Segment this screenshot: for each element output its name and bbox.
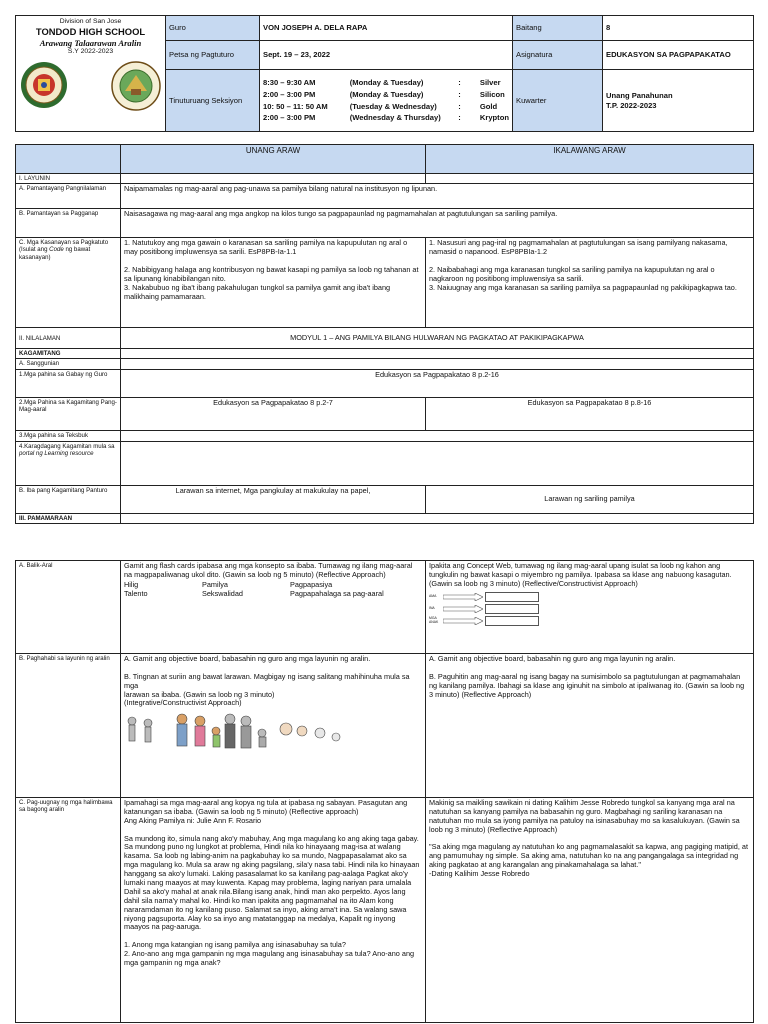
paghahabi-day1 [121,654,426,798]
arrow-right-icon [443,593,483,601]
pagganap-label: B. Pamantayan sa Pagganap [16,209,121,238]
iba-pang-day1: Larawan sa internet, Mga pangkulay at makukulay na papel, [121,485,426,513]
kasanayan-label: C. Mga Kasanayan sa Pagkatuto (Isulat ang Code ng bawat kasanayan) [16,238,121,328]
teksbuk-label: 3.Mga pahina sa Teksbuk [16,430,121,441]
asignatura-value: EDUKASYON SA PAGPAPAKATAO [603,41,754,70]
lesson-plan-table [15,144,754,524]
pamantayang-label: A. Pamantayang Pangnilalaman [16,184,121,209]
header-table [15,15,754,132]
balik-aral-text: Gamit ang flash cards ipabasa ang mga konsepto sa ibaba. Tumawag ng ilang mag-aaral na magpapaliwanag ukol dito. (Gawin sa loob ng 5 minuto) (Reflective Approach) [124,561,413,579]
tinuturuang-label: Tinuturuang Seksiyon [166,70,260,132]
asignatura-label: Asignatura [513,41,603,70]
baitang-value: 8 [603,16,754,41]
deped-seal-logo [20,61,68,109]
concept-web [429,592,750,626]
arrow-right-icon [443,605,483,613]
baitang-label: Baitang [513,16,603,41]
pamantayang-value: Naipamamalas ng mag-aaral ang pag-unawa sa pamilya bilang natural na institusyon ng lipunan. [121,184,754,209]
flash-card: Pagpapahalaga sa pag-aaral [290,588,384,598]
sanggunian-label: A. Sanggunian [16,359,121,369]
paghahabi-day1-text: A. Gamit ang objective board, babasahin ng guro ang mga layunin ng aralin. B. Tingnan at suriin ang bawat larawan. Magbigay ng isang salitang mahihinuha mula sa mga larawan sa ibaba. (Gawin sa loob ng 3 minuto) (Integrative/Constructivist Approach) [124,654,410,708]
flash-card: Sekswalidad [202,588,243,598]
paghahabi-day2: A. Gamit ang objective board, babasahin ng guro ang mga layunin ng aralin. B. Paguhitin ang mag-aaral ng isang bagay na sumisimbolo sa pagtutulungan at pagmamahalan ng kanilang pamilya. Ibahagi sa klase ang iginuhit na simbolo at ipaliwanag ito. (Gawin sa loob ng 3 minuto) (Reflective Approach) [426,654,754,798]
guro-label: Guro [166,16,260,41]
gabay-value: Edukasyon sa Pagpapakatao 8 p.2-16 [121,369,754,397]
procedure-table [15,560,754,1023]
concept-web-label: AMA [429,593,437,598]
nilalaman-label: II. NILALAMAN [16,328,121,349]
concept-web-label: INA [429,605,435,610]
kuwarter-label: Kuwarter [513,70,603,132]
balik-aral-day1 [121,561,426,654]
pag-uugnay-label: C. Pag-uugnay ng mga halimbawa sa bagong aralin [16,798,121,1023]
school-motto: Arawang Talaarawan Aralin [39,37,142,48]
day2-header: IKALAWANG ARAW [426,145,754,174]
pag-uugnay-day1: Ipamahagi sa mga mag-aaral ang kopya ng tula at ipabasa ng sabayan. Pasagutan ang katanungan sa ibaba. (Gawin sa loob ng 5 minuto) (Reflective approach) Ang Aking Pamilya ni: Julie Ann F. Rosario Sa mundong ito, simula nang ako'y mabuhay, Ang mga magulang ko ang aking taga gabay. Sa mundong puno ng lungkot at problema, Hindi nila ko hinayaang mag-isa at walang kasama. Sa loob ng labing-anim na pagkabuhay ko sa mundo, Nagpapasalamat ako sa mga magulang ko. Mula sa araw ng aking pagsilang, sila'y nasa tabi. Hindi nila ko hinayaan hanggang sa ako'y lumaki. Laking pasasalamat ko sa kanilang pag-aalaga Pagkat ako'y lumaki nang maayos at may kuwenta. Kapag may problema, laging nariyan para umalala Dahil sa ako'y mahal at anak nila.Bilang isang anak, hindi man ako perpekto. Ayos lang dahil sila nama'y mahal ko. Hindi ko man ipakita ang pagmamahal na ito Alam kong nararamdaman ito ng kanilang puso. Salamat sa inyo, aking ama't ina. Sa walang sawa niyong pagsuporta. Alay ko sa inyo ang matatanggap na medalya, Kapalit ng inyong maayos na pag-aaruga. 1. Anong mga katangian ng isang pamilya ang isinasabuhay sa tula? 2. Ano-ano ang mga gampanin ng mga magulang ang isinasabuhay sa tula? Ano-ano ang mga gampanin ng mga anak? [121,798,426,1023]
gabay-label: 1.Mga pahina sa Gabay ng Guro [16,369,121,397]
flash-card: Pamilya [202,579,228,589]
balik-aral-day2-text: Ipakita ang Concept Web, tumawag ng ilang mag-aaral upang isulat sa loob ng kahon ang tungkulin ng bawat kasapi o miyembro ng pamilya. Ipabasa sa klase ang nabuong kasagutan. (Gawin sa loob ng 3 minuto) (Reflective/Constructivist Approach) [429,561,732,588]
school-seal-logo [111,61,161,111]
petsa-value: Sept. 19 – 23, 2022 [260,41,513,70]
school-year: S.Y 2022-2023 [67,48,114,56]
pagganap-value: Naisasagawa ng mag-aaral ang mga angkop na kilos tungo sa pagpapaunlad ng pagmamahalan at pagtutulungan sa sariling pamilya. [121,209,754,238]
answer-box[interactable] [485,616,539,626]
schedule [260,70,513,132]
flash-card: Talento [124,588,148,598]
day1-header: UNANG ARAW [121,145,426,174]
schedule-times: 8:30 – 9:30 AM 2:00 – 3:00 PM 10: 50 – 11: 50 AM 2:00 – 3:00 PM [263,77,328,123]
family-picture [124,711,350,761]
concept-web-label: MGA ANAK [429,616,439,624]
pamamaraan-label: III. PAMAMARAAN [16,513,121,523]
flash-card: Pagpapasiya [290,579,333,589]
balik-aral-label: A. Balik-Aral [16,561,121,654]
karagdagang-label: 4.Karagdagang Kagamitan mula sa portal ng Learning resource [16,441,121,485]
balik-aral-day2 [426,561,754,654]
schedule-sections: Silver Silicon Gold Krypton [479,77,509,123]
pag-uugnay-day2: Makinig sa maikling sawikain ni dating Kalihim Jesse Robredo tungkol sa kanyang mga aral na natutuhan sa kanyang pamilya na babasahin ng guro. Magbahagi ng sariling karanasan na natutuhan mo mula sa iyong pamilya na patuloy na isinasabuhay mo sa kasalukuyan. (Gawin sa loob ng 3 minuto) (Reflective Approach) "Sa aking mga magulang ay natutuhan ko ang pagmamalasakit sa kapwa, ang pagiging matipid, at ang pamumuhay ng simple. Sa aking ama, natutuhan ko na ang pangangalaga sa integridad ng aking pagkatao at ang karangalan ang pinakamahalaga sa lahat." -Dating Kalihim Jesse Robredo [426,798,754,1023]
schedule-days: (Monday & Tuesday) (Monday & Tuesday) (Tuesday & Wednesday) (Wednesday & Thursday) [349,77,441,123]
guro-value: VON JOSEPH A. DELA RAPA [260,16,513,41]
layunin-label: I. LAYUNIN [16,174,121,184]
iba-pang-day2: Larawan ng sariling pamilya [426,485,754,513]
school-name: TONDOD HIGH SCHOOL [35,26,146,38]
schedule-colons: : : : : [458,77,461,123]
flash-card: Hilig [124,579,139,589]
kuwarter-value: Unang Panahunan T.P. 2022-2023 [603,70,754,132]
kasanayan-day1: 1. Natutukoy ang mga gawain o karanasan sa sariling pamilya na kapupulutan ng aral o may positibong impluwensya sa sarili. EsP8PB-Ia-1.1 2. Nabibigyang halaga ang kontribusyon ng bawat kasapi ng pamilya sa loob ng tahanan at sa lipunang kinabibilangan nito. 3. Nakabubuo ng iba't ibang pakahulugan tungkol sa pamilya gamit ang iba't ibang malikhaing pamamaraan. [121,238,426,328]
kagamitang-mag-aaral-day2: Edukasyon sa Pagpapakatao 8 p.8-16 [426,397,754,430]
division-name: Division of San Jose [59,18,122,25]
kasanayan-day2: 1. Nasusuri ang pag-iral ng pagmamahalan at pagtutulungan sa isang pamilyang nakasama, namasid o napanood. EsP8PBIa-1.2 2. Naibabahagi ang mga karanasan tungkol sa sariling pamilya na kapupulutan ng aral o nagkaroon ng positibong impluwensiya sa sarili. 3. Naiuugnay ang mga karanasan sa sariling pamilya sa pagpapaunlad ng pakikipagkapwa tao. [426,238,754,328]
answer-box[interactable] [485,604,539,614]
kagamitang-mag-aaral-day1: Edukasyon sa Pagpapakatao 8 p.2-7 [121,397,426,430]
arrow-right-icon [443,617,483,625]
kagamitang-mag-aaral-label: 2.Mga Pahina sa Kagamitang Pang-Mag-aaral [16,397,121,430]
nilalaman-value: MODYUL 1 – ANG PAMILYA BILANG HULWARAN NG PAGKATAO AT PAKIKIPAGKAPWA [121,328,754,349]
iba-pang-label: B. Iba pang Kagamitang Panturo [16,485,121,513]
petsa-label: Petsa ng Pagtuturo [166,41,260,70]
kagamitang-label: KAGAMITANG [16,349,121,359]
flash-cards [124,581,422,599]
answer-box[interactable] [485,592,539,602]
school-block [16,16,166,132]
paghahabi-label: B. Paghahabi sa layunin ng aralin [16,654,121,798]
